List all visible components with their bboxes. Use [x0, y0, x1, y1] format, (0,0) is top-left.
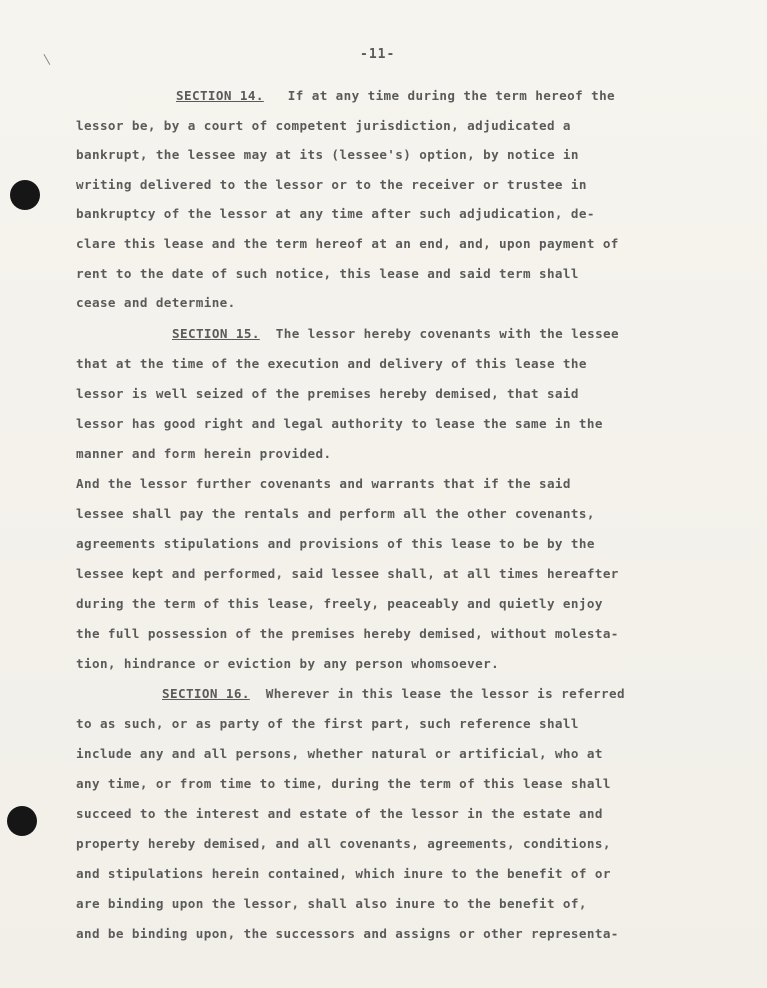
- paragraph-line: Wherever in this lease the lessor is referred: [265, 686, 625, 701]
- punch-hole: [7, 806, 37, 836]
- paragraph-line: lessor is well seized of the premises hereby demised, that said: [76, 386, 579, 401]
- punch-hole: [10, 180, 40, 210]
- paragraph-line: lessee shall pay the rentals and perform all the other covenants,: [76, 506, 595, 521]
- page-number: -11-: [360, 47, 396, 62]
- paragraph-line: to as such, or as party of the first part, such reference shall: [76, 716, 579, 731]
- paragraph-line: any time, or from time to time, during the term of this lease shall: [76, 776, 611, 791]
- paragraph-line: agreements stipulations and provisions of this lease to be by the: [76, 536, 595, 551]
- paragraph-line: writing delivered to the lessor or to the receiver or trustee in: [76, 177, 587, 192]
- stray-pen-mark: [43, 51, 55, 65]
- paragraph-line: lessor be, by a court of competent jurisdiction, adjudicated a: [76, 118, 571, 133]
- section-heading: SECTION 15.: [172, 326, 260, 341]
- section-heading: SECTION 16.: [162, 686, 250, 701]
- paragraph-line: The lessor hereby covenants with the lessee: [275, 326, 620, 341]
- paragraph-line: and stipulations herein contained, which inure to the benefit of or: [76, 866, 611, 881]
- paragraph-line: lessor has good right and legal authority to lease the same in the: [76, 416, 603, 431]
- paragraph-line: and be binding upon, the successors and assigns or other representa-: [76, 926, 619, 941]
- section-heading: SECTION 14.: [176, 88, 264, 103]
- paragraph-line: are binding upon the lessor, shall also inure to the benefit of,: [76, 896, 587, 911]
- paragraph-line: lessee kept and performed, said lessee shall, at all times hereafter: [76, 566, 619, 581]
- paragraph-line: If at any time during the term hereof the: [287, 88, 616, 103]
- paragraph-line: that at the time of the execution and delivery of this lease the: [76, 356, 587, 371]
- paragraph-line: include any and all persons, whether natural or artificial, who at: [76, 746, 603, 761]
- paragraph-line: cease and determine.: [76, 295, 236, 310]
- paragraph-line: succeed to the interest and estate of the lessor in the estate and: [76, 806, 603, 821]
- paragraph-line: rent to the date of such notice, this lease and said term shall: [76, 266, 579, 281]
- paragraph-line: the full possession of the premises hereby demised, without molesta-: [76, 626, 619, 641]
- paragraph-line: property hereby demised, and all covenants, agreements, conditions,: [76, 836, 611, 851]
- paragraph-line: And the lessor further covenants and warrants that if the said: [76, 476, 571, 491]
- paragraph-line: clare this lease and the term hereof at an end, and, upon payment of: [76, 236, 619, 251]
- paragraph-line: manner and form herein provided.: [76, 446, 332, 461]
- paragraph-line: tion, hindrance or eviction by any person whomsoever.: [76, 656, 500, 671]
- paragraph-line: bankrupt, the lessee may at its (lessee's) option, by notice in: [76, 147, 579, 162]
- paragraph-line: bankruptcy of the lessor at any time after such adjudication, de-: [76, 206, 595, 221]
- paragraph-line: during the term of this lease, freely, peaceably and quietly enjoy: [76, 596, 603, 611]
